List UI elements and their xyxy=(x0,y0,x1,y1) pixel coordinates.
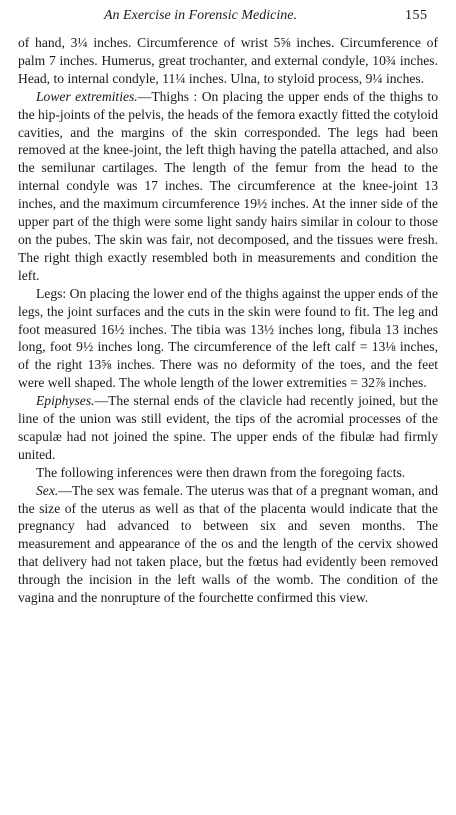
section-heading-lower-extremities: Lower extremities. xyxy=(36,88,138,104)
paragraph-sex xyxy=(18,482,438,607)
paragraph-arm-measurements xyxy=(18,34,438,88)
paragraph-legs xyxy=(18,285,438,392)
page-body xyxy=(18,34,438,607)
paragraph-lower-extremities xyxy=(18,88,438,285)
section-heading-epiphyses: Epiphyses. xyxy=(36,393,95,409)
paragraph-text: —Thighs : On placing the upper ends of the thighs to the hip-joints of the pelvis, the heads of the femora exactly fitted the cotyloid cavities, and the margins of the skin corresponded. The legs had been removed at the knee-joint, the left thigh having the patella attached, and also the semilunar cartilages. The length of the femur from the head to the internal condyle was 17 inches. The circumference at the knee-joint 13 inches, and the maximum circumference 19½ inches. At the inner side of the upper part of the thigh were some light sandy hairs similar in colour to those on the pubes. The skin was fair, not decomposed, and the tissues were fresh. The right thigh exactly resembled both in measurements and condition the left. xyxy=(18,88,438,283)
paragraph-text: —The sex was female. The uterus was that of a pregnant woman, and the size of the uterus as well as that of the placenta would indicate that the pregnancy had advanced to between six and seven months. The measurement and appearance of the os and the length of the cervix showed that delivery had not taken place, but the fœtus had evidently been removed through the incision in the left walls of the womb. The condition of the vagina and the nonrupture of the fourchette confirmed this view. xyxy=(18,482,438,606)
page-number: 155 xyxy=(405,8,428,23)
paragraph-text: Legs: On placing the lower end of the thighs against the upper ends of the legs, the joint surfaces and the cuts in the skin were found to fit. The leg and foot measured 16½ inches. The tibia was 13½ inches long, fibula 13 inches long, foot 9½ inches long. The circumference of the left calf = 13⅛ inches, of the right 13⅝ inches. There was no deformity of the toes, and the feet were well shaped. The whole length of the lower extremities = 32⅞ inches. xyxy=(18,285,438,391)
paragraph-inferences xyxy=(18,464,438,482)
section-heading-sex: Sex. xyxy=(36,482,59,498)
paragraph-text: —The sternal ends of the clavicle had recently joined, but the line of the union was still evident, the tips of the acromial processes of the scapulæ had not joined the spine. The upper ends of the fibulæ had firmly united. xyxy=(18,393,438,462)
paragraph-epiphyses xyxy=(18,392,438,464)
running-title: An Exercise in Forensic Medicine. xyxy=(104,8,297,23)
paragraph-text: The following inferences were then drawn from the foregoing facts. xyxy=(36,464,406,480)
page-header xyxy=(0,8,456,28)
paragraph-text: of hand, 3¼ inches. Circumference of wrist 5⅝ inches. Circumference of palm 7 inches. Humerus, great trochanter, and external condyle, 10¾ inches. Head, to internal condyle, 11¼ inches. Ulna, to styloid process, 9¼ inches. xyxy=(18,35,438,86)
